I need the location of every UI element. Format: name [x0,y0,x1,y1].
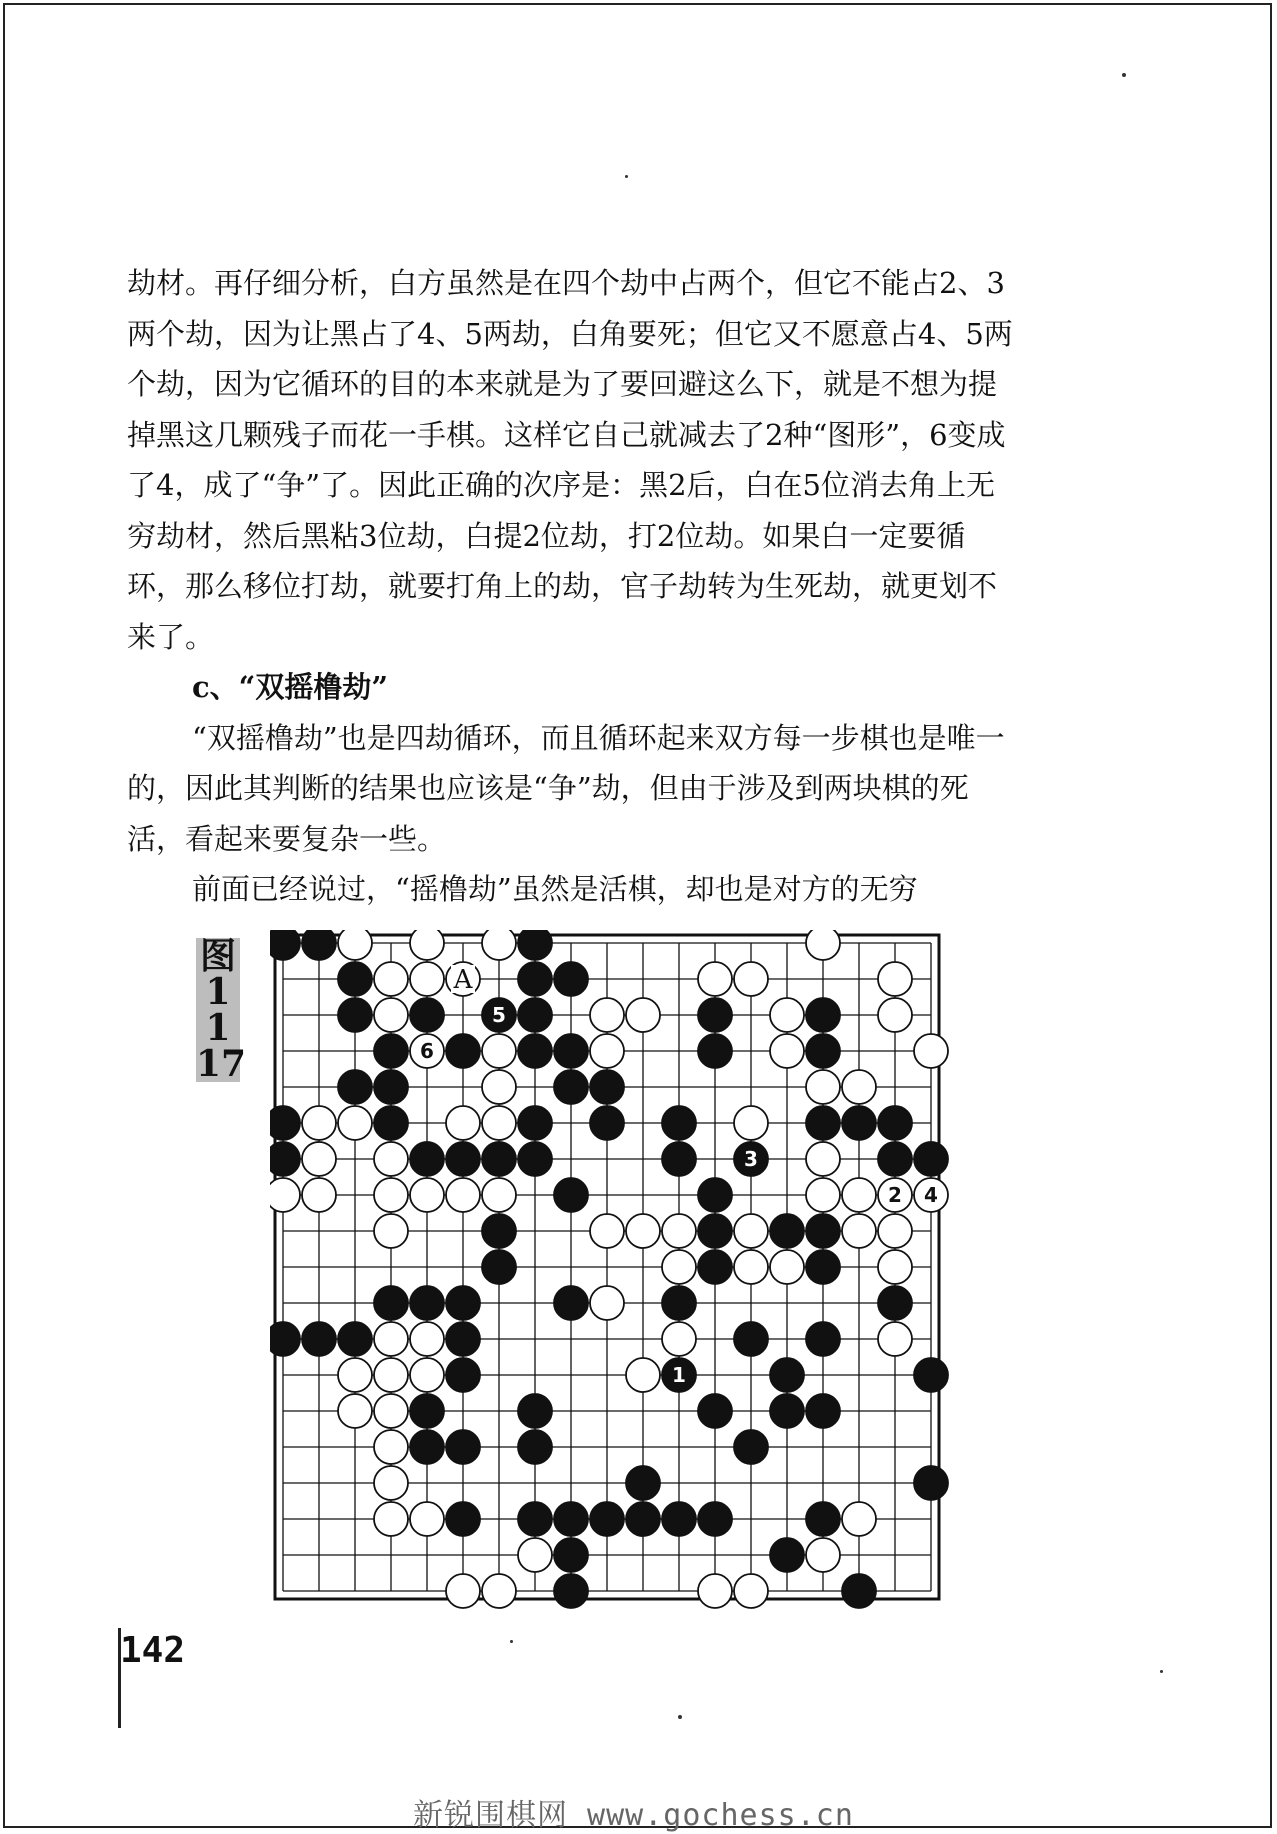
white-stone [806,930,840,960]
white-stone [446,1574,480,1608]
white-stone [302,1178,336,1212]
black-stone [482,1250,516,1284]
white-stone [410,930,444,960]
white-stone [626,998,660,1032]
white-stone [878,962,912,996]
white-stone [518,1538,552,1572]
black-stone [626,1502,660,1536]
white-stone [410,1178,444,1212]
go-board-diagram [270,930,970,1630]
black-stone [302,930,336,960]
black-stone [554,1070,588,1104]
white-stone [338,930,372,960]
black-stone [446,1034,480,1068]
stone-move-number: 6 [420,1039,434,1063]
white-stone [626,1214,660,1248]
black-stone [446,1502,480,1536]
black-stone [270,1142,300,1176]
black-stone [554,1538,588,1572]
black-stone [446,1358,480,1392]
white-stone [878,1214,912,1248]
black-stone [698,1178,732,1212]
black-stone [878,1106,912,1140]
white-stone [806,1538,840,1572]
black-stone [554,962,588,996]
black-stone [842,1106,876,1140]
footer-watermark: 新锐围棋网 www.gochess.cn [413,1798,854,1833]
white-stone [734,1214,768,1248]
black-stone [482,1214,516,1248]
white-stone [806,1070,840,1104]
white-stone [662,1322,696,1356]
white-stone [374,1430,408,1464]
black-stone [878,1286,912,1320]
white-stone [626,1358,660,1392]
annotation-letter: A [453,965,473,995]
white-stone [410,962,444,996]
white-stone [410,1358,444,1392]
black-stone [518,1106,552,1140]
black-stone [338,962,372,996]
white-stone [590,1286,624,1320]
white-stone [734,1250,768,1284]
paragraph-1: 劫材。再仔细分析，白方虽然是在四个劫中占两个，但它不能占2、3两个劫，因为让黑占了4、5两劫，白角要死；但它又不愿意占4、5两个劫，因为它循环的目的本来就是为了要回避这么下，就是不想为提掉黑这几颗残子而花一手棋。这样它自己就减去了2种“图形”，6变成了4，成了“争”了。因此正确的次序是：黑2后，白在5位消去角上无穷劫材，然后黑粘3位劫，白提2位劫，打2位劫。如果白一定要循环，那么移位打劫，就要打角上的劫，官子劫转为生死劫，就更划不来了。 [127,266,1013,654]
white-stone [842,1070,876,1104]
black-stone [770,1394,804,1428]
figure-label [196,935,247,1085]
black-stone [338,1070,372,1104]
section-heading: c、“双摇橹劫” [192,670,389,704]
black-stone [698,1502,732,1536]
black-stone [270,930,300,960]
black-stone [446,1286,480,1320]
stone-move-number: 2 [888,1183,902,1207]
white-stone [338,1106,372,1140]
white-stone [662,1250,696,1284]
black-stone [806,1322,840,1356]
speck [1160,1670,1163,1673]
white-stone [734,962,768,996]
black-stone [554,1034,588,1068]
black-stone [590,1502,624,1536]
black-stone [806,1106,840,1140]
page-number: 142 [120,1630,186,1671]
black-stone [554,1178,588,1212]
black-stone [518,1142,552,1176]
black-stone [554,1286,588,1320]
black-stone [770,1214,804,1248]
figure-label-char: 17 [196,1043,247,1085]
black-stone [698,1394,732,1428]
white-stone [374,962,408,996]
white-stone [270,1178,300,1212]
black-stone [914,1466,948,1500]
speck [510,1640,513,1643]
black-stone [410,1286,444,1320]
white-stone [482,1070,516,1104]
black-stone [806,1214,840,1248]
black-stone [590,1070,624,1104]
black-stone [410,1394,444,1428]
black-stone [590,1106,624,1140]
black-stone [806,1394,840,1428]
black-stone [338,998,372,1032]
black-stone [518,962,552,996]
white-stone [734,1106,768,1140]
white-stone [482,1574,516,1608]
black-stone [770,1538,804,1572]
white-stone [374,1394,408,1428]
stone-move-number: 1 [672,1363,686,1387]
black-stone [482,1142,516,1176]
body-text [127,258,1022,915]
white-stone [662,1214,696,1248]
white-stone [842,1178,876,1212]
black-stone [806,1250,840,1284]
black-stone [518,998,552,1032]
white-stone [374,1502,408,1536]
white-stone [770,1034,804,1068]
paragraph-3: 前面已经说过，“摇橹劫”虽然是活棋，却也是对方的无穷 [192,872,918,906]
white-stone [770,1250,804,1284]
white-stone [302,1106,336,1140]
black-stone [878,1142,912,1176]
black-stone [270,1322,300,1356]
black-stone [698,998,732,1032]
black-stone [806,1502,840,1536]
white-stone [410,1502,444,1536]
white-stone [302,1142,336,1176]
white-stone [374,998,408,1032]
white-stone [374,1178,408,1212]
figure-label-char: 图 [199,935,236,977]
white-stone [482,930,516,960]
black-stone [374,1286,408,1320]
paragraph-2: “双摇橹劫”也是四劫循环，而且循环起来双方每一步棋也是唯一的，因此其判断的结果也应该是“争”劫，但由于涉及到两块棋的死活，看起来要复杂一些。 [127,720,1005,856]
white-stone [698,962,732,996]
black-stone [518,1034,552,1068]
black-stone [410,998,444,1032]
black-stone [698,1214,732,1248]
black-stone [518,930,552,960]
black-stone [446,1322,480,1356]
white-stone [374,1214,408,1248]
black-stone [410,1430,444,1464]
black-stone [734,1322,768,1356]
white-stone [374,1358,408,1392]
board-stones [270,930,948,1608]
black-stone [698,1250,732,1284]
black-stone [374,1106,408,1140]
white-stone [878,1250,912,1284]
black-stone [374,1070,408,1104]
white-stone [590,1034,624,1068]
stone-move-number: 5 [492,1003,506,1027]
figure-label-char: 1 [205,1007,231,1049]
black-stone [662,1106,696,1140]
white-stone [482,1034,516,1068]
white-stone [482,1106,516,1140]
black-stone [914,1142,948,1176]
white-stone [806,1142,840,1176]
speck [678,1715,682,1719]
black-stone [518,1394,552,1428]
white-stone [374,1142,408,1176]
white-stone [878,1322,912,1356]
white-stone [770,998,804,1032]
white-stone [446,1106,480,1140]
stone-move-number: 4 [924,1183,938,1207]
black-stone [698,1034,732,1068]
black-stone [806,998,840,1032]
black-stone [446,1142,480,1176]
black-stone [770,1358,804,1392]
white-stone [590,1214,624,1248]
black-stone [842,1574,876,1608]
black-stone [374,1034,408,1068]
white-stone [590,998,624,1032]
black-stone [554,1502,588,1536]
black-stone [734,1430,768,1464]
black-stone [338,1322,372,1356]
figure-label-char: 1 [205,971,231,1013]
white-stone [842,1502,876,1536]
white-stone [338,1358,372,1392]
black-stone [554,1574,588,1608]
stone-move-number: 3 [744,1147,758,1171]
black-stone [806,1034,840,1068]
white-stone [842,1214,876,1248]
white-stone [806,1178,840,1212]
black-stone [518,1430,552,1464]
white-stone [338,1394,372,1428]
white-stone [698,1574,732,1608]
black-stone [270,1106,300,1140]
white-stone [446,1178,480,1212]
white-stone [914,1034,948,1068]
black-stone [518,1502,552,1536]
white-stone [374,1322,408,1356]
black-stone [662,1286,696,1320]
black-stone [662,1502,696,1536]
white-stone [878,998,912,1032]
white-stone [410,1322,444,1356]
black-stone [662,1142,696,1176]
black-stone [626,1466,660,1500]
black-stone [914,1358,948,1392]
white-stone [734,1574,768,1608]
black-stone [446,1430,480,1464]
black-stone [302,1322,336,1356]
white-stone [482,1178,516,1212]
black-stone [410,1142,444,1176]
speck [1122,73,1126,77]
speck [625,175,628,178]
white-stone [374,1466,408,1500]
